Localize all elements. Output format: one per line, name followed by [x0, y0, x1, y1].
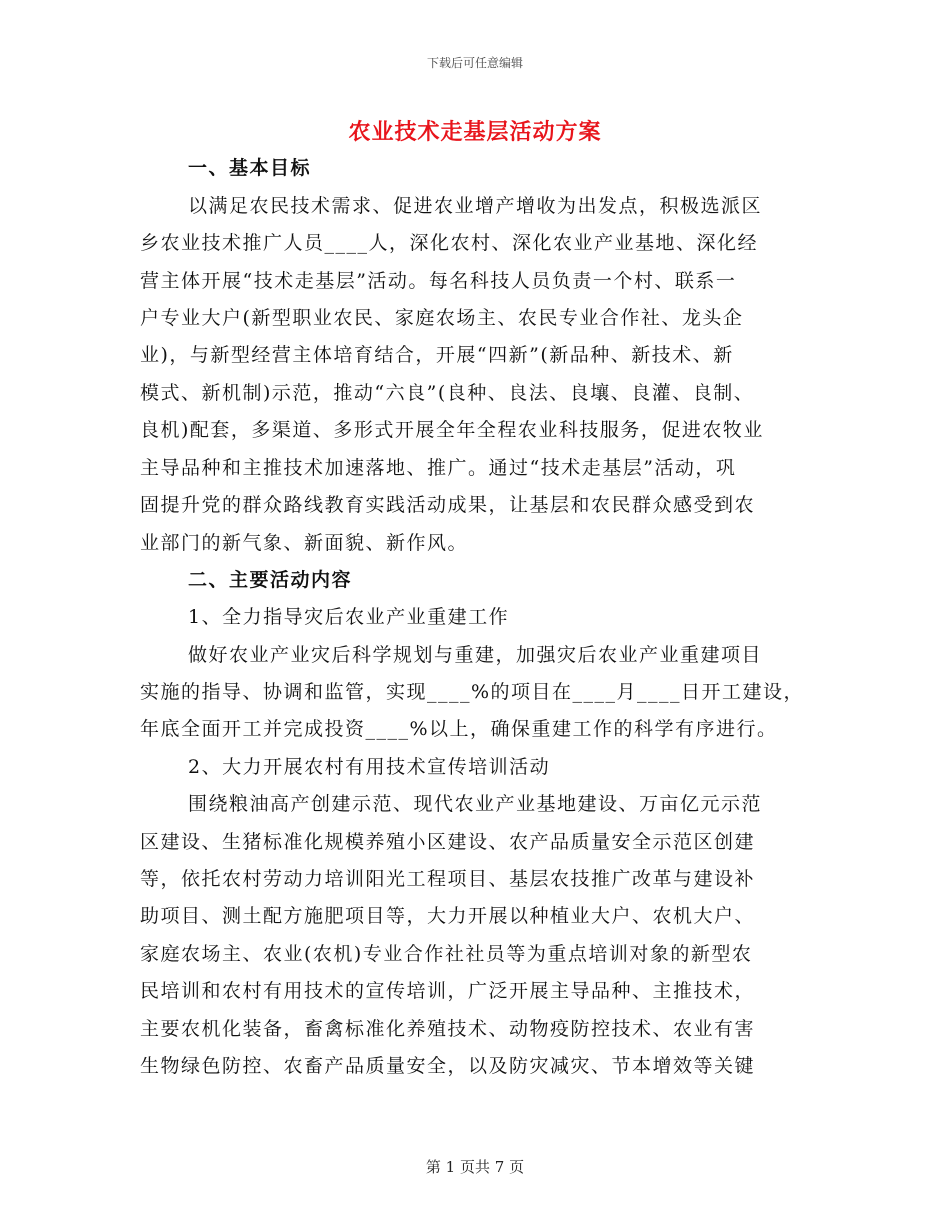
paragraph-line: 业)，与新型经营主体培育结合，开展“四新”(新品种、新技术、新: [140, 344, 734, 366]
section-heading-1: 一、基本目标: [188, 157, 312, 179]
page-number-footer: 第 1 页共 7 页: [425, 1158, 525, 1176]
paragraph-line: 生物绿色防控、农畜产品质量安全，以及防灾减灾、节本增效等关键: [140, 1055, 756, 1077]
paragraph-line: 实施的指导、协调和监管，实现____%的项目在____月____日开工建设，: [140, 681, 805, 703]
paragraph-line: 营主体开展“技术走基层”活动。每名科技人员负责一个村、联系一: [140, 270, 737, 292]
paragraph-line: 业部门的新气象、新面貌、新作风。: [140, 532, 469, 554]
paragraph-line: 模式、新机制)示范，推动“六良”(良种、良法、良壤、良灌、良制、: [140, 382, 755, 404]
paragraph-line: 民培训和农村有用技术的宣传培训，广泛开展主导品种、主推技术，: [140, 980, 756, 1002]
header-note: 下载后可任意编辑: [426, 56, 523, 70]
paragraph-line: 家庭农场主、农业(农机)专业合作社社员等为重点培训对象的新型农: [140, 943, 753, 965]
paragraph-line: 乡农业技术推广人员____人，深化农村、深化农业产业基地、深化经: [140, 232, 759, 254]
subsection-heading-2: 2、大力开展农村有用技术宣传培训活动: [188, 756, 551, 778]
section-heading-2: 二、主要活动内容: [188, 569, 353, 591]
paragraph-line: 区建设、生猪标准化规模养殖小区建设、农产品质量安全示范区创建: [140, 831, 756, 853]
document-title: 农业技术走基层活动方案: [348, 119, 602, 145]
paragraph-line: 做好农业产业灾后科学规划与重建，加强灾后农业产业重建项目: [188, 644, 763, 666]
paragraph-line: 等，依托农村劳动力培训阳光工程项目、基层农技推广改革与建设补: [140, 868, 756, 890]
paragraph-line: 以满足农民技术需求、促进农业增产增收为出发点，积极选派区: [188, 195, 763, 217]
paragraph-line: 良机)配套，多渠道、多形式开展全年全程农业科技服务，促进农牧业: [140, 419, 764, 441]
paragraph-line: 主导品种和主推技术加速落地、推广。通过“技术走基层”活动，巩: [140, 457, 737, 479]
paragraph-line: 固提升党的群众路线教育实践活动成果，让基层和农民群众感受到农: [140, 494, 756, 516]
paragraph-line: 主要农机化装备，畜禽标准化养殖技术、动物疫防控技术、农业有害: [140, 1018, 756, 1040]
paragraph-line: 年底全面开工并完成投资____%以上，确保重建工作的科学有序进行。: [140, 718, 778, 740]
paragraph-line: 围绕粮油高产创建示范、现代农业产业基地建设、万亩亿元示范: [188, 793, 763, 815]
paragraph-line: 户专业大户(新型职业农民、家庭农场主、农民专业合作社、龙头企: [140, 307, 744, 329]
paragraph-line: 助项目、测土配方施肥项目等，大力开展以种植业大户、农机大户、: [140, 905, 756, 927]
subsection-heading-1: 1、全力指导灾后农业产业重建工作: [188, 606, 510, 628]
